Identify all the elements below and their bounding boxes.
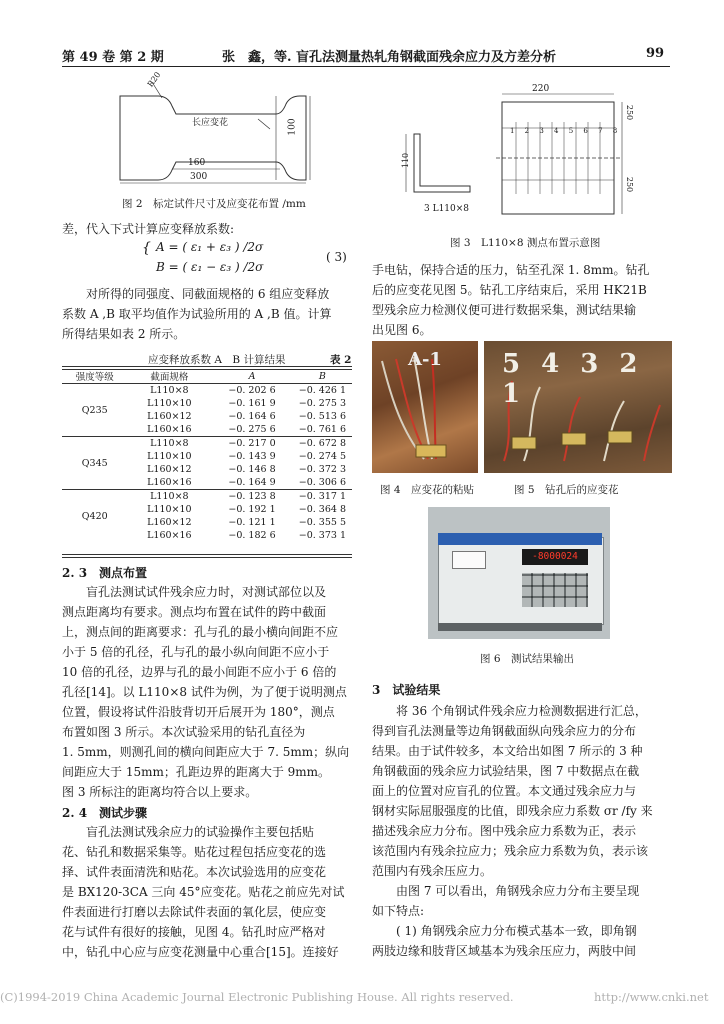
text-line: 范围内有残余压应力。 — [372, 864, 493, 878]
fig4-caption: 图 4 应变花的粘贴 — [380, 484, 475, 496]
table2-body — [62, 384, 352, 543]
section-cell: L110×8 — [127, 437, 211, 451]
table2-header-row — [62, 369, 352, 384]
journal-volume: 第 49 卷 第 2 期 — [62, 50, 164, 65]
equation-brace: { — [142, 240, 151, 256]
fig2-caption: 图 2 标定试件尺寸及应变花布置 /mm — [122, 198, 306, 210]
section-cell: L160×12 — [147, 411, 192, 422]
instrument-top-band — [438, 533, 602, 545]
table2-title: 应变释放系数 A B 计算结果 — [148, 354, 286, 366]
table-row — [62, 490, 352, 504]
a-cell: −0. 123 8 — [211, 490, 292, 504]
b-cell: −0. 275 3 — [298, 398, 346, 409]
fig5-chalk-mark: 5 4 3 2 1 — [502, 349, 644, 409]
text-line: 将 36 个角钢试件残余应力检测数据进行汇总， — [396, 704, 647, 718]
table2-bottom-rule — [62, 554, 352, 558]
table2-label: 表 2 — [330, 354, 352, 366]
section-cell: L110×10 — [147, 398, 192, 409]
b-cell: −0. 274 5 — [298, 451, 346, 462]
text-line: 件表面进行打磨以去除试件表面的氧化层，使应变 — [62, 905, 327, 919]
text-line: 花与试件有很好的接触，见图 4。钻孔时应严格对 — [62, 925, 326, 939]
text-line: 花、钻孔和数据采集等。贴花过程包括应变花的选 — [62, 845, 327, 859]
fig2-gauge-label: 长应变花 — [192, 118, 229, 128]
instrument-keypad — [522, 573, 588, 607]
text-line: 盲孔法测试残余应力的试验操作主要包括贴 — [86, 825, 315, 839]
text-line: ( 1) 角钢残余应力分布模式基本一致，即角钢 — [396, 924, 637, 938]
fig5-caption: 图 5 钻孔后的应变花 — [514, 484, 619, 496]
section-cell: L110×10 — [147, 451, 192, 462]
a-cell: −0. 192 1 — [228, 504, 276, 515]
instrument-base — [438, 623, 602, 631]
fig6-photo — [428, 507, 610, 639]
section-cell: L160×16 — [147, 424, 192, 435]
b-cell: −0. 372 3 — [298, 464, 346, 475]
b-cell: −0. 355 5 — [298, 517, 346, 528]
table2 — [62, 369, 352, 542]
fig5-photo — [484, 341, 672, 473]
equation-line-1: A = ( ε₁ + ε₃ ) /2σ — [156, 240, 264, 254]
text-line: 后的应变花见图 5。钻孔工序结束后，采用 HK21B — [372, 283, 647, 297]
a-cell: −0. 164 9 — [228, 477, 276, 488]
text-line: 孔径[14]。以 L110×8 试件为例，为了便于说明测点 — [62, 685, 347, 699]
a-cell: −0. 275 6 — [228, 424, 276, 435]
fig2-outer-width-label: 300 — [190, 172, 208, 182]
fig3-lower-length-label: 250 — [625, 176, 635, 193]
text-line: 得到盲孔法测量等边角钢截面纵向残余应力的分布 — [372, 724, 637, 738]
text-line: 上，测点间的距离要求：孔与孔的最小横向间距不应 — [62, 625, 339, 639]
text-line: 结果。由于试件较多，本文给出如图 7 所示的 3 种 — [372, 744, 643, 758]
b-cell: −0. 373 1 — [298, 530, 346, 541]
text-line: 中，钻孔中心应与应变花测量中心重合[15]。连接好 — [62, 945, 339, 959]
text-line: 出见图 6。 — [372, 323, 432, 337]
instrument-label-panel — [452, 551, 486, 569]
text-line: 由图 7 可以看出，角钢残余应力分布主要呈现 — [396, 884, 640, 898]
cnki-link[interactable]: http://www.cnki.net — [594, 990, 709, 1004]
fig3-caption: 图 3 L110×8 测点布置示意图 — [450, 237, 601, 249]
section-cell: L160×12 — [147, 464, 192, 475]
section-cell: L160×16 — [147, 477, 192, 488]
table2-header-cell: 截面规格 — [127, 369, 211, 384]
fig3-spec-label: 3 L110×8 — [424, 204, 470, 214]
b-cell: −0. 426 1 — [298, 385, 346, 396]
b-cell: −0. 306 6 — [298, 477, 346, 488]
instrument-display: -8000024 — [522, 549, 588, 565]
section-cell: L110×8 — [127, 490, 211, 504]
a-cell: −0. 202 6 — [228, 385, 276, 396]
grade-cell: Q420 — [62, 490, 127, 543]
fig3-width-label: 220 — [532, 84, 550, 94]
text-line: 对所得的同强度、同截面规格的 6 组应变释放 — [86, 287, 330, 301]
section-3-heading: 3 试验结果 — [372, 683, 441, 697]
fig3-hole-numbers: 1 2 3 4 5 6 7 8 — [510, 127, 622, 135]
section-cell: L160×16 — [147, 530, 192, 541]
section-cell: L160×12 — [147, 517, 192, 528]
text-line: 10 倍的孔径，边界与孔的最小间距不应小于 6 倍的 — [62, 665, 337, 679]
copyright-footer: (C)1994-2019 China Academic Journal Electronic Publishing House. All rights reserved. — [0, 990, 514, 1004]
table2-header-cell: A — [211, 369, 292, 384]
paragraph-drilling — [372, 260, 672, 340]
text-line: 角钢截面的残余应力试验结果，图 7 中数据点在截 — [372, 764, 640, 778]
text-line: 择、试件表面清洗和贴花。本次试验选用的应变花 — [62, 865, 327, 879]
text-line: 测点距离均有要求。测点均布置在试件的跨中截面 — [62, 605, 327, 619]
a-cell: −0. 164 6 — [228, 411, 276, 422]
text-line: 是 BX120-3CA 三向 45°应变花。贴花之前应先对试 — [62, 885, 345, 899]
text-line: 图 3 所标注的距离均符合以上要求。 — [62, 785, 258, 799]
section-cell: L110×10 — [147, 504, 192, 515]
section-cell: L110×8 — [150, 385, 189, 396]
section-2-3-heading: 2. 3 测点布置 — [62, 566, 148, 580]
paragraph-release-coefficients — [62, 284, 352, 344]
text-line: 系数 A ,B 取平均值作为试验所用的 A ,B 值。计算 — [62, 307, 332, 321]
b-cell: −0. 513 6 — [298, 411, 346, 422]
b-cell: −0. 761 6 — [298, 424, 346, 435]
a-cell: −0. 121 1 — [228, 517, 276, 528]
a-cell: −0. 146 8 — [228, 464, 276, 475]
text-line: 该范围内有残余拉应力；残余应力系数为负，表示该 — [372, 844, 649, 858]
grade-cell: Q235 — [81, 404, 108, 416]
text-line: 型残余应力检测仪便可进行数据采集，测试结果输 — [372, 303, 637, 317]
fig2-radius-label: R20 — [145, 70, 163, 89]
intro-line: 差，代入下式计算应变释放系数: — [62, 222, 235, 236]
fig6-caption: 图 6 测试结果输出 — [480, 653, 575, 665]
text-line: 位置，假设将试件沿肢背切开后展开为 180°，测点 — [62, 705, 335, 719]
table-row — [62, 437, 352, 451]
text-line: 布置如图 3 所示。本次试验采用的钻孔直径为 — [62, 725, 306, 739]
text-line: 所得结果如表 2 所示。 — [62, 327, 186, 341]
text-line: 两肢边缘和肢背区域基本为残余压应力，两肢中间 — [372, 944, 637, 958]
text-line: 如下特点: — [372, 904, 425, 918]
b-cell: −0. 364 8 — [298, 504, 346, 515]
fig4-photo — [372, 341, 478, 473]
section-3-body — [372, 701, 672, 961]
b-cell: −0. 672 8 — [293, 437, 352, 451]
text-line: 1. 5mm，则测孔间的横向间距应大于 7. 5mm；纵向 — [62, 745, 350, 759]
text-line: 钢材实际屈服强度的比值，即残余应力系数 σr /fy 来 — [372, 804, 653, 818]
a-cell: −0. 182 6 — [228, 530, 276, 541]
article-running-title: 张 鑫，等. 盲孔法测量热轧角钢截面残余应力及方差分析 — [222, 50, 557, 65]
grade-cell: Q345 — [62, 437, 127, 490]
text-line: 盲孔法测试试件残余应力时，对测试部位以及 — [86, 585, 327, 599]
fig4-chalk-mark: A-1 — [408, 349, 442, 370]
a-cell: −0. 143 9 — [228, 451, 276, 462]
a-cell: −0. 161 9 — [228, 398, 276, 409]
text-line: 手电钻，保持合适的压力，钻至孔深 1. 8mm。钻孔 — [372, 263, 650, 277]
fig3-upper-length-label: 250 — [625, 104, 635, 121]
equation-number: ( 3) — [326, 250, 347, 264]
page-number: 99 — [646, 46, 665, 61]
b-cell: −0. 317 1 — [293, 490, 352, 504]
text-line: 间距应大于 15mm；孔距边界的距离大于 9mm。 — [62, 765, 331, 779]
section-2-3-body — [62, 582, 352, 802]
a-cell: −0. 217 0 — [211, 437, 292, 451]
text-line: 小于 5 倍的孔径，孔与孔的最小纵向间距不应小于 — [62, 645, 330, 659]
fig3-leg-label: 110 — [401, 152, 411, 169]
section-2-4-body — [62, 822, 352, 962]
table2-header-cell: 强度等级 — [62, 369, 127, 384]
text-line: 面上的位置对应盲孔的位置。本文通过残余应力与 — [372, 784, 637, 798]
header-rule — [62, 66, 670, 67]
section-2-4-heading: 2. 4 测试步骤 — [62, 806, 148, 820]
fig2-inner-width-label: 160 — [188, 158, 206, 168]
text-line: 描述残余应力分布。图中残余应力系数为正，表示 — [372, 824, 637, 838]
equation-line-2: B = ( ε₁ − ε₃ ) /2σ — [156, 260, 264, 274]
table2-header-cell: B — [293, 369, 352, 384]
fig2-height-label: 100 — [287, 118, 298, 136]
table-row — [62, 384, 352, 398]
